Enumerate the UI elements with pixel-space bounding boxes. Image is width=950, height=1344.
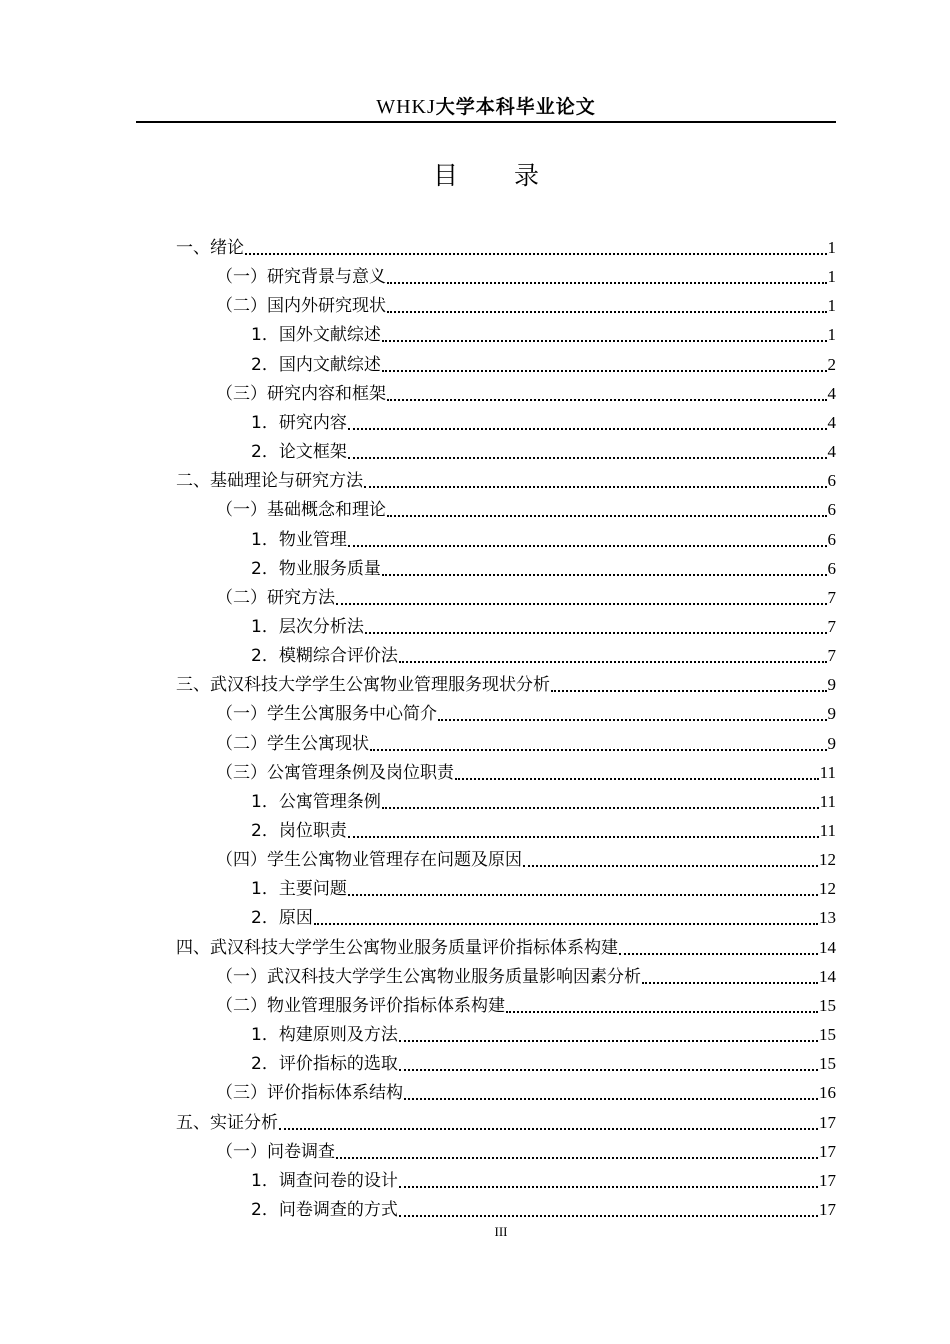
toc-entry-label: （三）公寓管理条例及岗位职责: [216, 762, 454, 783]
toc-entry-page: 7: [827, 587, 836, 607]
toc-entry-page: 6: [827, 500, 836, 520]
toc-entry-page: 4: [827, 383, 836, 403]
toc-entry-label: （二）研究方法: [216, 587, 335, 608]
dot-leader: [404, 1098, 818, 1100]
running-header-title: 大学本科毕业论文: [435, 96, 596, 118]
toc-entry-page: 1: [827, 267, 836, 287]
dot-leader: [387, 399, 827, 401]
dot-leader: [387, 515, 827, 517]
toc-entry[interactable]: [251, 522, 836, 551]
dot-leader: [387, 311, 827, 313]
dot-leader: [619, 953, 818, 955]
toc-entry-label: （二）物业管理服务评价指标体系构建: [216, 995, 505, 1016]
dot-leader: [382, 370, 827, 372]
dot-leader: [348, 894, 818, 896]
toc-entry-page: 14: [819, 966, 836, 986]
toc-entry-page: 4: [827, 442, 836, 462]
toc-entry-label: 2．物业服务质量: [251, 558, 381, 579]
toc-entry-label: （三）评价指标体系结构: [216, 1083, 403, 1104]
toc-entry[interactable]: [251, 638, 836, 667]
toc-entry-page: 15: [819, 995, 836, 1015]
toc-entry-label: （一）研究背景与意义: [216, 267, 386, 288]
toc-entry-page: 7: [827, 616, 836, 636]
toc-entry-page: 11: [819, 821, 836, 840]
toc-entry[interactable]: [251, 813, 836, 842]
toc-entry-label: 三、武汉科技大学学生公寓物业管理服务现状分析: [176, 675, 550, 696]
toc-entry-page: 9: [827, 733, 836, 753]
toc-entry-page: 12: [819, 850, 836, 870]
dot-leader: [523, 865, 818, 867]
toc-entry[interactable]: [216, 376, 836, 405]
toc-entry-label: （一）武汉科技大学学生公寓物业服务质量影响因素分析: [216, 966, 641, 987]
toc-entry-label: 2．问卷调查的方式: [251, 1199, 398, 1220]
toc-entry-label: 2．模糊综合评价法: [251, 646, 398, 667]
toc-entry-label: 二、基础理论与研究方法: [176, 471, 363, 492]
toc-entry[interactable]: [216, 492, 836, 521]
dot-leader: [506, 1011, 818, 1013]
toc-entry[interactable]: [216, 1134, 836, 1163]
toc-entry-page: 6: [827, 471, 836, 491]
toc-entry-page: 7: [827, 646, 836, 666]
toc-entry-page: 12: [819, 879, 836, 899]
dot-leader: [382, 574, 827, 576]
dot-leader: [399, 1069, 818, 1071]
toc-entry-label: （二）学生公寓现状: [216, 733, 369, 754]
toc-entry[interactable]: [251, 1046, 836, 1075]
dot-leader: [642, 982, 818, 984]
toc-entry-label: （一）基础概念和理论: [216, 500, 386, 521]
dot-leader: [348, 428, 827, 430]
dot-leader: [399, 661, 827, 663]
toc-entry-page: 15: [819, 1025, 836, 1045]
toc-entry[interactable]: [251, 1163, 836, 1192]
toc-entry-page: 1: [827, 296, 836, 316]
toc-entry-page: 17: [819, 1112, 836, 1132]
dot-leader: [314, 923, 818, 925]
toc-entry[interactable]: [216, 580, 836, 609]
toc-entry[interactable]: [176, 1105, 836, 1134]
dot-leader: [370, 749, 827, 751]
toc-entry-page: 16: [819, 1083, 836, 1103]
toc-entry-page: 1: [827, 238, 836, 257]
dot-leader: [348, 836, 819, 838]
dot-leader: [551, 690, 827, 692]
toc-entry-page: 9: [827, 704, 836, 724]
toc-entry-label: 五、实证分析: [176, 1112, 278, 1133]
toc-entry[interactable]: [216, 1075, 836, 1104]
toc-entry[interactable]: [216, 288, 836, 317]
toc-entry-page: 6: [827, 529, 836, 549]
toc-entry-page: 17: [819, 1199, 836, 1219]
dot-leader: [364, 486, 827, 488]
toc-entry[interactable]: [251, 551, 836, 580]
toc-entry[interactable]: [216, 842, 836, 871]
toc-entry-page: 9: [827, 675, 836, 695]
toc-entry-page: 11: [819, 762, 836, 782]
toc-entry-page: 15: [819, 1054, 836, 1074]
toc-entry-page: 17: [819, 1141, 836, 1161]
toc-entry[interactable]: [216, 988, 836, 1017]
toc-entry[interactable]: [251, 434, 836, 463]
page-number: III: [494, 1224, 508, 1239]
dot-leader: [382, 807, 819, 809]
toc-entry-page: 13: [819, 908, 836, 928]
toc-entry-label: 1．研究内容: [251, 412, 347, 433]
dot-leader: [455, 778, 819, 780]
dot-leader: [348, 545, 827, 547]
dot-leader: [348, 457, 827, 459]
toc-entry[interactable]: [251, 1017, 836, 1046]
running-header: [136, 92, 836, 119]
toc-entry-label: 1．层次分析法: [251, 616, 364, 637]
running-header-latin: WHKJ: [376, 96, 436, 118]
toc-entry-label: 1．国外文献综述: [251, 325, 381, 346]
dot-leader: [399, 1040, 818, 1042]
dot-leader: [438, 719, 827, 721]
toc-entry-label: （四）学生公寓物业管理存在问题及原因: [216, 850, 522, 871]
dot-leader: [336, 603, 827, 605]
dot-leader: [279, 1128, 818, 1130]
dot-leader: [399, 1186, 818, 1188]
toc-entry[interactable]: [251, 1192, 836, 1221]
toc-entry-label: （一）问卷调查: [216, 1141, 335, 1162]
toc-entry[interactable]: [251, 405, 836, 434]
toc-entry-label: 1．物业管理: [251, 529, 347, 550]
toc-entry-label: 四、武汉科技大学学生公寓物业服务质量评价指标体系构建: [176, 937, 618, 958]
toc-entry[interactable]: [251, 784, 836, 813]
toc-entry[interactable]: [176, 667, 836, 696]
toc-entry[interactable]: [176, 463, 836, 492]
dot-leader: [336, 1157, 818, 1159]
toc-entry-label: 1．主要问题: [251, 879, 347, 900]
toc-entry[interactable]: [216, 696, 836, 725]
toc-entry[interactable]: [216, 755, 836, 784]
toc-entry[interactable]: [216, 959, 836, 988]
toc-entry-label: 2．评价指标的选取: [251, 1054, 398, 1075]
toc-entry[interactable]: [216, 726, 836, 755]
dot-leader: [399, 1215, 818, 1217]
toc-entry[interactable]: [251, 347, 836, 376]
dot-leader: [245, 253, 827, 255]
toc-entry[interactable]: [251, 871, 836, 900]
toc-entry-label: 2．国内文献综述: [251, 354, 381, 375]
toc-entry-label: 2．原因: [251, 908, 313, 929]
toc-entry-label: （一）学生公寓服务中心简介: [216, 704, 437, 725]
dot-leader: [382, 340, 827, 342]
header-rule: [136, 121, 836, 123]
toc-entry-label: 2．岗位职责: [251, 821, 347, 841]
toc-entry-page: 17: [819, 1170, 836, 1190]
toc-entry-label: 一、绪论: [176, 238, 244, 258]
toc-entry[interactable]: [251, 317, 836, 346]
toc-entry-page: 1: [827, 325, 836, 345]
toc-entry-label: 1．构建原则及方法: [251, 1025, 398, 1046]
toc-entry-label: 2．论文框架: [251, 442, 347, 463]
toc-entry-page: 4: [827, 412, 836, 432]
dot-leader: [365, 632, 827, 634]
toc-entry-label: （二）国内外研究现状: [216, 296, 386, 317]
toc-entry[interactable]: [216, 259, 836, 288]
toc-entry-page: 6: [827, 558, 836, 578]
toc-entry-page: 11: [819, 791, 836, 811]
toc-entry-label: （三）研究内容和框架: [216, 383, 386, 404]
dot-leader: [387, 282, 827, 284]
toc-entry-page: 2: [827, 354, 836, 374]
toc-entry[interactable]: [176, 230, 836, 259]
toc-title: 目 录: [433, 161, 563, 190]
toc-entry-label: 1．公寓管理条例: [251, 791, 381, 812]
toc-entry-page: 14: [819, 937, 836, 957]
toc-entry[interactable]: [176, 930, 836, 959]
toc-entry-label: 1．调查问卷的设计: [251, 1170, 398, 1191]
toc-entry[interactable]: [251, 900, 836, 929]
toc-entry[interactable]: [251, 609, 836, 638]
